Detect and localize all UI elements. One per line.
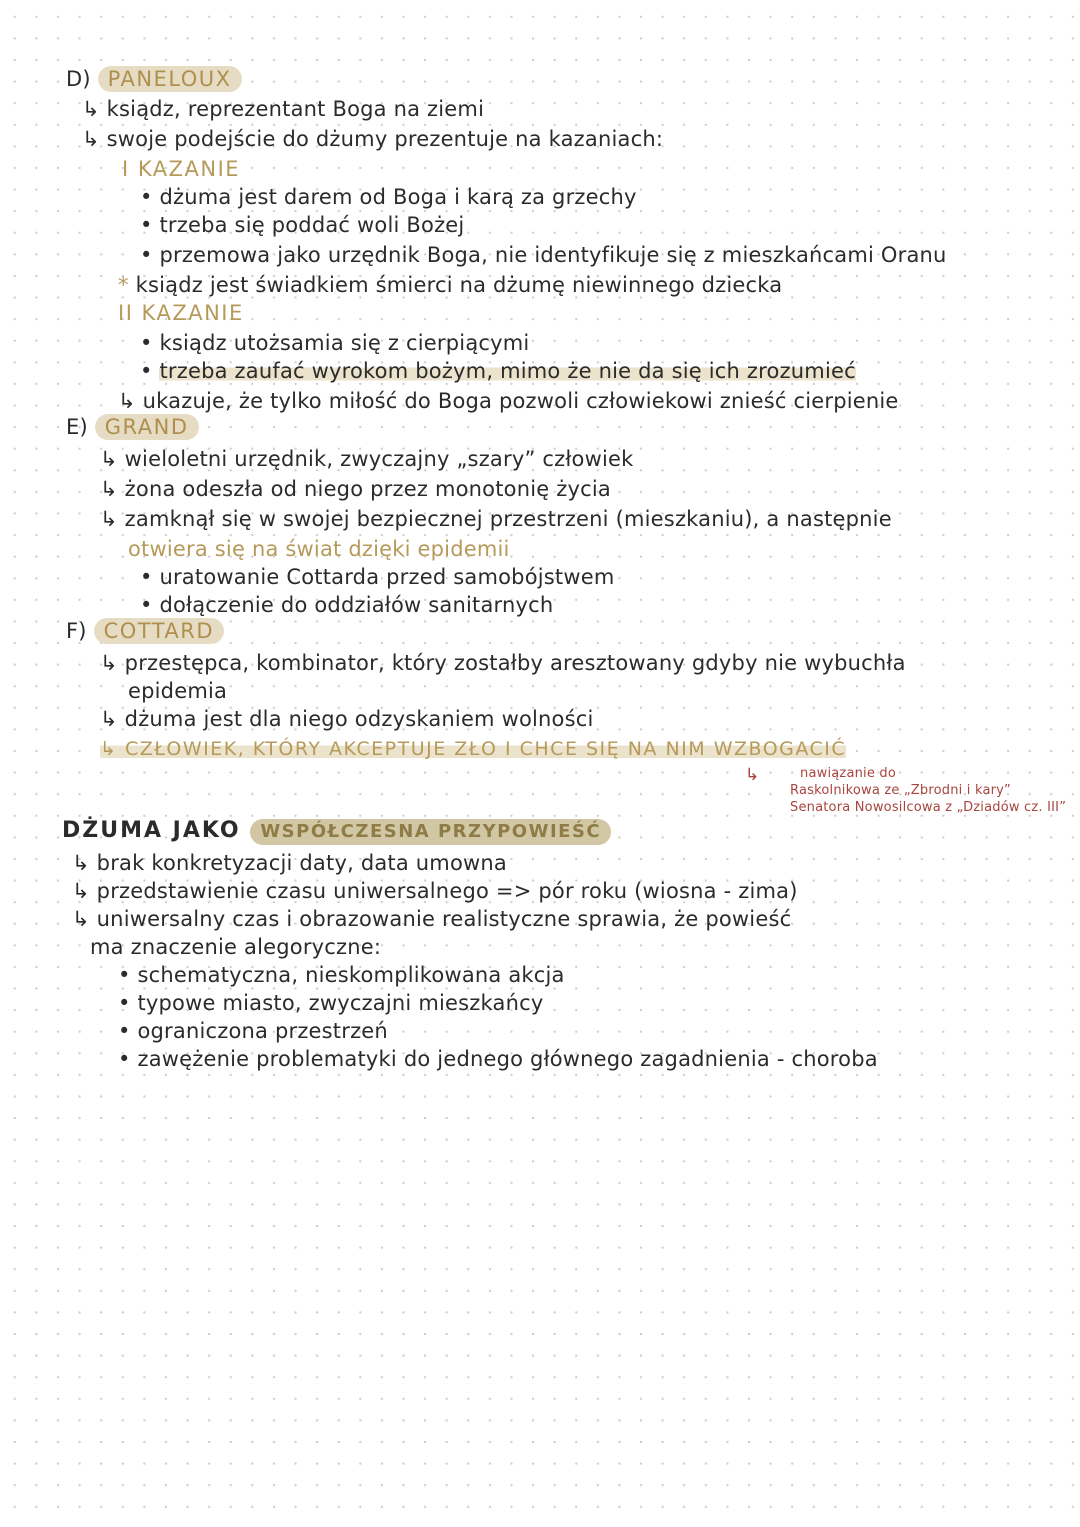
section-f-heading bbox=[66, 618, 224, 644]
grand-item-1: • uratowanie Cottarda przed samobójstwem bbox=[140, 565, 615, 589]
dzuma-line-3: ↳ uniwersalny czas i obrazowanie realistyczne sprawia, że powieść bbox=[72, 907, 792, 931]
section-e-heading bbox=[66, 414, 199, 440]
cottard-note-1: nawiązanie do bbox=[800, 766, 896, 781]
kazanie-1-label: I KAZANIE bbox=[122, 157, 241, 181]
grand-item-2: • dołączenie do oddziałów sanitarnych bbox=[140, 593, 554, 617]
cottard-line-2: epidemia bbox=[128, 679, 228, 703]
grand-line-1: ↳ wieloletni urzędnik, zwyczajny „szary” człowiek bbox=[100, 447, 634, 471]
grand-line-3: ↳ zamknął się w swojej bezpiecznej przestrzeni (mieszkaniu), a następnie bbox=[100, 507, 892, 531]
dzuma-line-1: ↳ brak konkretyzacji daty, data umowna bbox=[72, 851, 507, 875]
cottard-note-3: Senatora Nowosilcowa z „Dziadów cz. III” bbox=[790, 800, 1067, 815]
kazanie-1-item-3: • przemowa jako urzędnik Boga, nie identyfikuje się z mieszkańcami Oranu bbox=[140, 243, 947, 267]
dzuma-item-3: • ograniczona przestrzeń bbox=[118, 1019, 388, 1043]
kazanie-2-item-1: • ksiądz utożsamia się z cierpiącymi bbox=[140, 331, 530, 355]
dzuma-title: DŻUMA JAKO bbox=[62, 818, 241, 843]
cottard-line-3: ↳ dżuma jest dla niego odzyskaniem wolności bbox=[100, 707, 594, 731]
dzuma-item-1: • schematyczna, nieskomplikowana akcja bbox=[118, 963, 565, 987]
section-d-label: D) bbox=[66, 67, 91, 91]
grand-name-badge: GRAND bbox=[95, 414, 199, 440]
paneloux-line-1: ↳ ksiądz, reprezentant Boga na ziemi bbox=[82, 97, 485, 121]
grand-line-4: otwiera się na świat dzięki epidemii bbox=[128, 537, 510, 561]
kazanie-1-item-2: • trzeba się poddać woli Bożej bbox=[140, 213, 465, 237]
cottard-name-badge: COTTARD bbox=[94, 618, 224, 644]
paneloux-conclusion: ↳ ukazuje, że tylko miłość do Boga pozwoli człowiekowi znieść cierpienie bbox=[118, 389, 899, 413]
kazanie-1-star-note: * ksiądz jest świadkiem śmierci na dżumę niewinnego dziecka bbox=[118, 273, 783, 297]
kazanie-1-item-1: • dżuma jest darem od Boga i karą za grzechy bbox=[140, 185, 637, 209]
dzuma-line-4: ma znaczenie alegoryczne: bbox=[90, 935, 382, 959]
cottard-note-2: Raskolnikowa ze „Zbrodni i kary” bbox=[790, 783, 1011, 798]
section-f-label: F) bbox=[66, 619, 87, 643]
section-d-heading bbox=[66, 66, 242, 92]
paneloux-name-badge: PANELOUX bbox=[98, 66, 242, 92]
cottard-note-arrow: ↳ bbox=[745, 765, 760, 785]
dzuma-item-4: • zawężenie problematyki do jednego głównego zagadnienia - choroba bbox=[118, 1047, 878, 1071]
section-e-label: E) bbox=[66, 415, 88, 439]
kazanie-2-label: II KAZANIE bbox=[118, 301, 244, 325]
cottard-line-4: ↳ CZŁOWIEK, KTÓRY AKCEPTUJE ZŁO I CHCE SIĘ NA NIM WZBOGACIĆ bbox=[100, 738, 847, 760]
cottard-line-1: ↳ przestępca, kombinator, który zostałby aresztowany gdyby nie wybuchła bbox=[100, 651, 906, 675]
dzuma-badge: WSPÓŁCZESNA PRZYPOWIEŚĆ bbox=[250, 819, 611, 845]
kazanie-2-item-2: • trzeba zaufać wyrokom bożym, mimo że nie da się ich zrozumieć bbox=[140, 359, 856, 383]
grand-line-2: ↳ żona odeszła od niego przez monotonię życia bbox=[100, 477, 611, 501]
dzuma-heading bbox=[62, 818, 611, 845]
dzuma-line-2: ↳ przedstawienie czasu uniwersalnego => pór roku (wiosna - zima) bbox=[72, 879, 798, 903]
paneloux-line-2: ↳ swoje podejście do dżumy prezentuje na kazaniach: bbox=[82, 127, 664, 151]
dzuma-item-2: • typowe miasto, zwyczajni mieszkańcy bbox=[118, 991, 544, 1015]
